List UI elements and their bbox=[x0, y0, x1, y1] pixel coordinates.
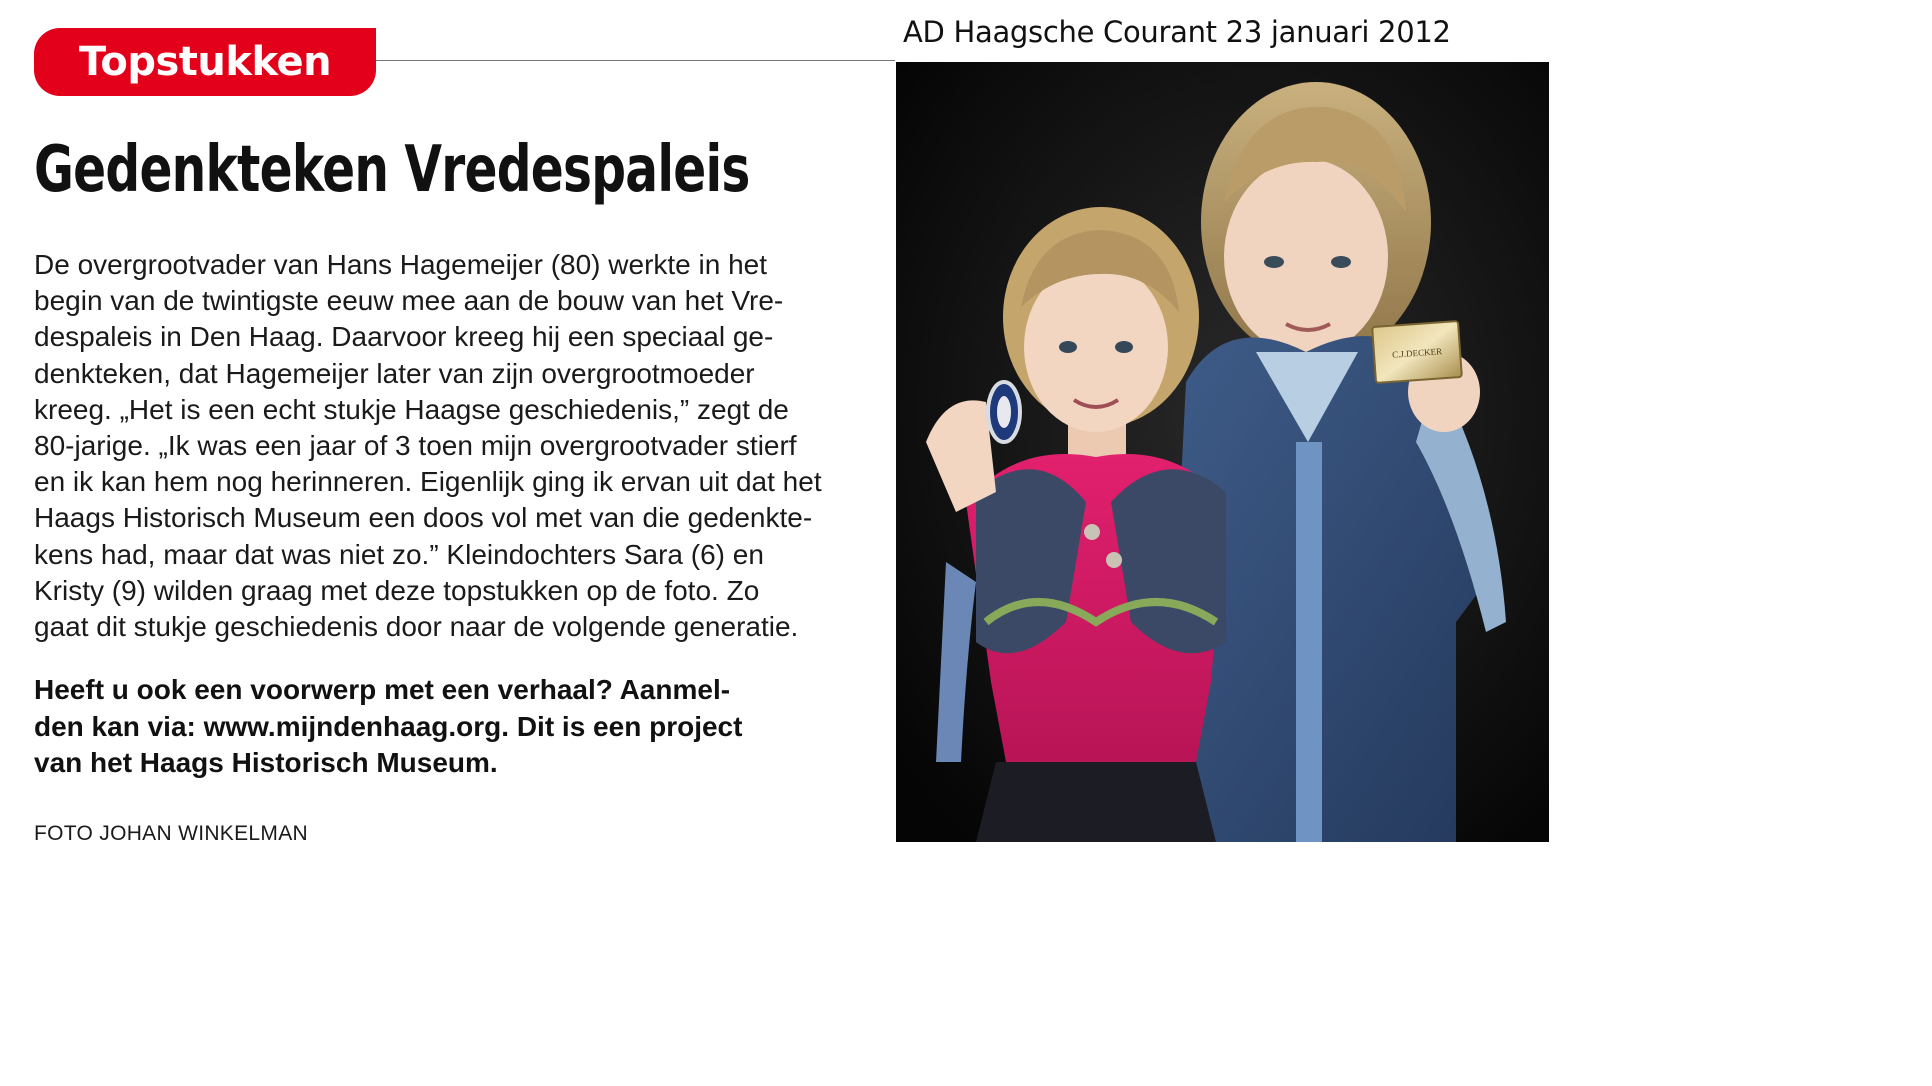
photo-credit: FOTO JOHAN WINKELMAN bbox=[34, 822, 308, 845]
header-rule bbox=[375, 60, 895, 61]
section-badge-label: Topstukken bbox=[78, 39, 332, 85]
body-line: begin van de twintigste eeuw mee aan de bouw van het Vre- bbox=[34, 285, 784, 317]
article-headline: Gedenkteken Vredespaleis bbox=[34, 133, 750, 207]
body-line: denkteken, dat Hagemeijer later van zijn overgrootmoeder bbox=[34, 357, 755, 389]
photo-illustration bbox=[896, 62, 1549, 842]
plaque bbox=[1372, 321, 1462, 383]
body-line: en ik kan hem nog herinneren. Eigenlijk ging ik ervan uit dat het bbox=[34, 466, 822, 498]
article-body bbox=[34, 247, 874, 645]
cta-line: Heeft u ook een voorwerp met een verhaal? Aanmel- bbox=[34, 674, 731, 705]
cta-line: den kan via: www.mijndenhaag.org. Dit is een project bbox=[34, 710, 743, 742]
cta-line: van het Haags Historisch Museum. bbox=[34, 747, 498, 778]
body-line: Kristy (9) wilden graag met deze topstukken op de foto. Zo bbox=[34, 574, 760, 606]
call-to-action bbox=[34, 672, 874, 782]
body-line: kens had, maar dat was niet zo.” Kleindochters Sara (6) en bbox=[34, 538, 764, 570]
body-line: gaat dit stukje geschiedenis door naar de volgende generatie. bbox=[34, 611, 799, 643]
body-line: kreeg. „Het is een echt stukje Haagse geschiedenis,” zegt de bbox=[34, 393, 789, 425]
body-line: Haags Historisch Museum een doos vol met van die gedenkte- bbox=[34, 502, 813, 534]
article-photo bbox=[896, 62, 1549, 842]
newspaper-source: AD Haagsche Courant 23 januari 2012 bbox=[903, 15, 1451, 49]
body-line: 80-jarige. „Ik was een jaar of 3 toen mijn overgrootvader stierf bbox=[34, 430, 797, 462]
plaque-text: C.J.DECKER bbox=[1391, 346, 1443, 360]
body-line: De overgrootvader van Hans Hagemeijer (80) werkte in het bbox=[34, 249, 768, 280]
medal bbox=[988, 382, 1020, 442]
section-badge bbox=[34, 28, 376, 96]
body-line: despaleis in Den Haag. Daarvoor kreeg hij een speciaal ge- bbox=[34, 321, 774, 353]
